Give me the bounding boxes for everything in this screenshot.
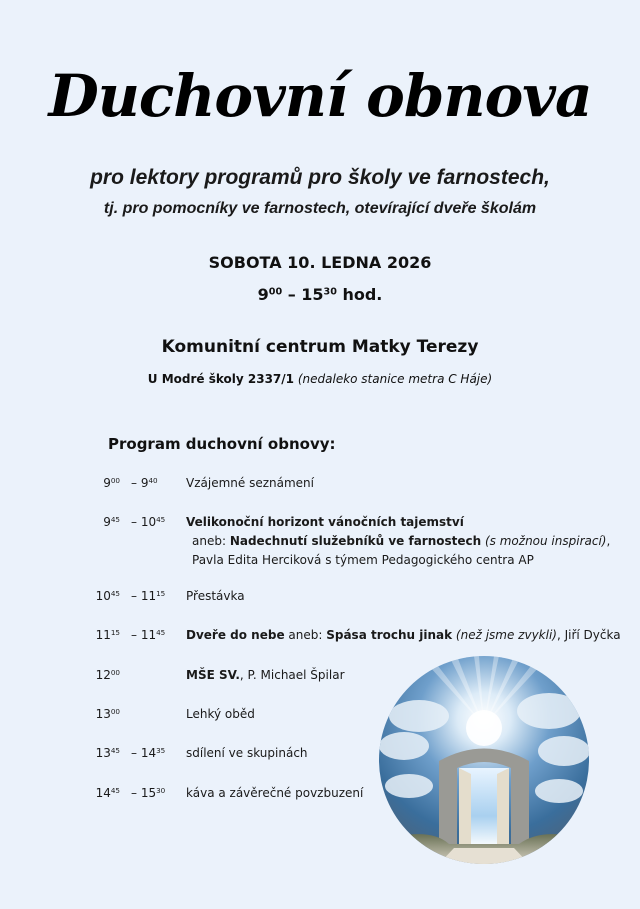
start-time: $10^{45}$: [95, 589, 120, 603]
start-time: $9^{45}$: [103, 515, 120, 529]
time-start-min: 00: [268, 286, 283, 298]
start-time: $13^{45}$: [95, 746, 120, 760]
program-item-text: káva a závěrečné povzbuzení: [186, 786, 364, 800]
end-time: – $11^{45}$: [131, 628, 166, 642]
program-item-text: [186, 513, 610, 570]
program-heading: Program duchovní obnovy:: [108, 435, 336, 453]
event-date: SOBOTA 10. LEDNA 2026: [208, 253, 432, 272]
program-item-text: Lehký oběd: [186, 707, 255, 721]
event-time: [0, 285, 640, 304]
heaven-door-icon: [379, 656, 589, 864]
address-note: (nedaleko stanice metra C Háje): [297, 372, 493, 386]
program-item-text: Vzájemné seznámení: [186, 476, 314, 490]
start-time: $13^{00}$: [95, 707, 120, 721]
start-time: $11^{15}$: [95, 628, 120, 642]
venue-name: Komunitní centrum Matky Terezy: [161, 337, 479, 357]
program-item-text: sdílení ve skupinách: [186, 746, 308, 760]
program-item-speaker: Pavla Edita Herciková s týmem Pedagogického centra AP: [192, 553, 534, 567]
program-item-text: Přestávka: [186, 589, 245, 603]
time-suffix: hod.: [336, 285, 383, 304]
time-start-hour: 9: [257, 285, 269, 304]
subtitle-description: tj. pro pomocníky ve farnostech, otevírající dveře školám: [103, 200, 537, 217]
end-time: – $15^{30}$: [131, 786, 166, 800]
start-time: $14^{45}$: [95, 786, 120, 800]
end-time: – $14^{35}$: [131, 746, 166, 760]
subtitle-audience: pro lektory programů pro školy ve farnostech,: [90, 166, 550, 189]
venue-address: [0, 372, 640, 386]
time-end-min: 30: [323, 286, 337, 298]
address-street: U Modré školy 2337/1: [147, 372, 295, 386]
page-title: Duchovní obnova: [48, 62, 592, 130]
end-time: – $9^{40}$: [131, 476, 158, 490]
program-item-title: Velikonoční horizont vánočních tajemství: [186, 515, 464, 529]
start-time: $12^{00}$: [95, 668, 120, 682]
time-dash: –: [282, 285, 302, 304]
start-time: $9^{00}$: [103, 476, 120, 490]
program-item-subtitle: aneb: Nadechnutí služebníků ve farnostech (s možnou inspirací),: [192, 534, 611, 548]
heaven-door-image: [379, 656, 589, 864]
program-item-text: Dveře do nebe aneb: Spása trochu jinak (než jsme zvykli), Jiří Dyčka: [186, 628, 621, 642]
end-time: – $10^{45}$: [131, 515, 166, 529]
time-end-hour: 15: [301, 285, 324, 304]
end-time: – $11^{15}$: [131, 589, 166, 603]
program-item-text: MŠE SV., P. Michael Špilar: [186, 668, 345, 682]
